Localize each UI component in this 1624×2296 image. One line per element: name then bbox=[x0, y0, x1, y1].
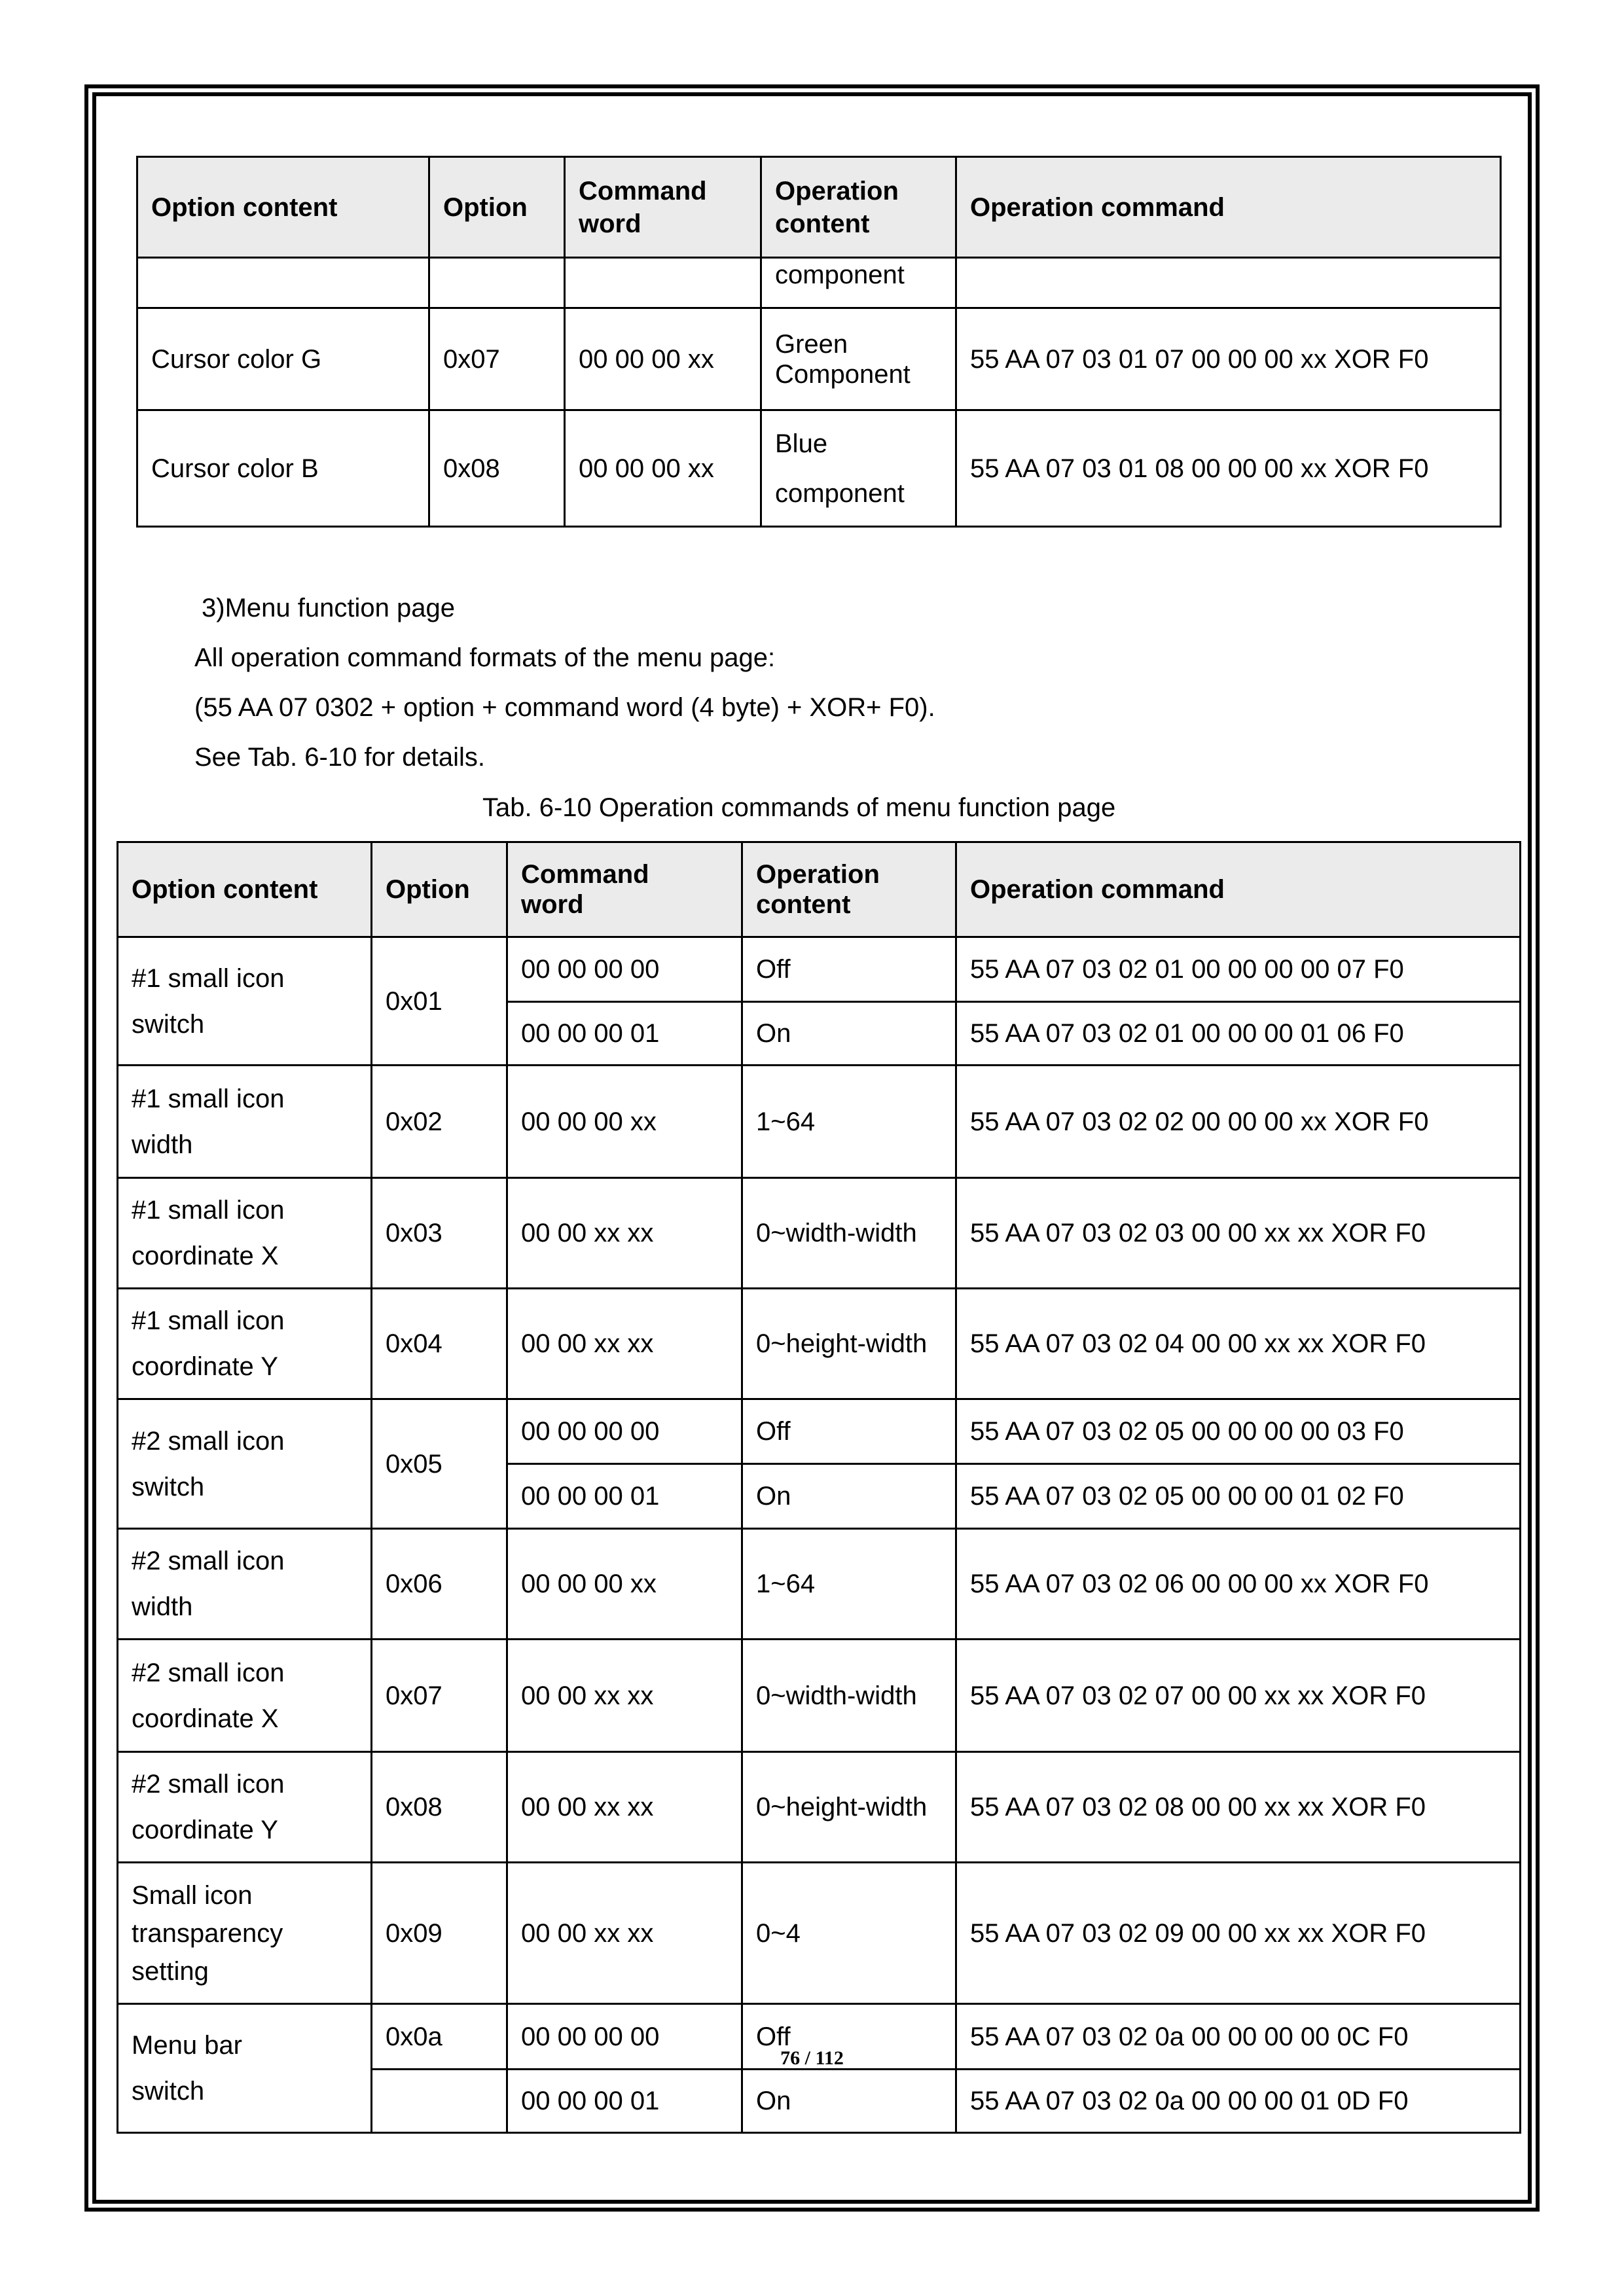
cell-option: 0x04 bbox=[372, 1289, 507, 1399]
cell-operation-command: 55 AA 07 03 02 01 00 00 00 01 06 F0 bbox=[956, 1002, 1521, 1066]
cell-operation-content: 0~width-width bbox=[742, 1178, 956, 1289]
cell-command-word: 00 00 00 01 bbox=[507, 1464, 742, 1529]
cell-command-word: 00 00 xx xx bbox=[507, 1289, 742, 1399]
cell-operation-content: Blue component bbox=[761, 410, 956, 527]
table-row bbox=[137, 308, 1501, 410]
cell-option-content: #1 small icon coordinate Y bbox=[118, 1289, 372, 1399]
cell-option-content bbox=[137, 258, 429, 308]
cell-operation-content: 0~height-width bbox=[742, 1289, 956, 1399]
cell-option bbox=[429, 258, 565, 308]
cell-option-content: #1 small icon coordinate X bbox=[118, 1178, 372, 1289]
cell-option-content: #1 small icon switch bbox=[118, 937, 372, 1066]
header-operation-command: Operation command bbox=[956, 157, 1501, 258]
cell-operation-content: 0~height-width bbox=[742, 1752, 956, 1863]
header-command-word: Command word bbox=[565, 157, 761, 258]
table-row bbox=[137, 258, 1501, 308]
cell-operation-command: 55 AA 07 03 01 08 00 00 00 xx XOR F0 bbox=[956, 410, 1501, 527]
cell-command-word: 00 00 00 xx bbox=[565, 410, 761, 527]
cell-operation-content: Off bbox=[742, 2004, 956, 2070]
table-row bbox=[118, 1640, 1521, 1752]
cell-option-content: Small icon transparency setting bbox=[118, 1863, 372, 2004]
cell-option: 0x05 bbox=[372, 1399, 507, 1529]
menu-function-table bbox=[117, 841, 1521, 2134]
header-operation-content: Operation content bbox=[761, 157, 956, 258]
cell-option-content: #1 small icon width bbox=[118, 1066, 372, 1178]
cell-option: 0x08 bbox=[429, 410, 565, 527]
cell-operation-command: 55 AA 07 03 02 09 00 00 xx xx XOR F0 bbox=[956, 1863, 1521, 2004]
cell-command-word: 00 00 00 01 bbox=[507, 1002, 742, 1066]
cell-command-word: 00 00 xx xx bbox=[507, 1640, 742, 1752]
cell-operation-content: Green Component bbox=[761, 308, 956, 410]
table-row bbox=[118, 1529, 1521, 1640]
cell-operation-command: 55 AA 07 03 02 05 00 00 00 00 03 F0 bbox=[956, 1399, 1521, 1464]
cell-operation-content: On bbox=[742, 2070, 956, 2133]
cell-option: 0x07 bbox=[429, 308, 565, 410]
cell-command-word: 00 00 00 00 bbox=[507, 2004, 742, 2070]
page-number: 76 / 112 bbox=[780, 2047, 844, 2069]
cell-operation-command: 55 AA 07 03 02 07 00 00 xx xx XOR F0 bbox=[956, 1640, 1521, 1752]
cell-operation-content: Off bbox=[742, 1399, 956, 1464]
cell-operation-content: 0~width-width bbox=[742, 1640, 956, 1752]
cell-option-content: #2 small icon coordinate X bbox=[118, 1640, 372, 1752]
cell-option-content: Cursor color G bbox=[137, 308, 429, 410]
cell-command-word: 00 00 00 xx bbox=[507, 1529, 742, 1640]
cell-option-content: #2 small icon width bbox=[118, 1529, 372, 1640]
section-line-3: See Tab. 6-10 for details. bbox=[194, 743, 485, 772]
cell-operation-command: 55 AA 07 03 02 05 00 00 00 01 02 F0 bbox=[956, 1464, 1521, 1529]
cell-option: 0x07 bbox=[372, 1640, 507, 1752]
cell-operation-content: 1~64 bbox=[742, 1066, 956, 1178]
table-row bbox=[118, 1178, 1521, 1289]
cell-option: 0x02 bbox=[372, 1066, 507, 1178]
table-row bbox=[118, 1863, 1521, 2004]
cell-operation-content: component bbox=[761, 258, 956, 308]
table-header-row bbox=[118, 842, 1521, 937]
cell-command-word bbox=[565, 258, 761, 308]
table-header-row bbox=[137, 157, 1501, 258]
cell-option-content: #2 small icon coordinate Y bbox=[118, 1752, 372, 1863]
header-option-content: Option content bbox=[118, 842, 372, 937]
cell-option-content: #2 small icon switch bbox=[118, 1399, 372, 1529]
table-row bbox=[118, 1289, 1521, 1399]
header-command-word: Command word bbox=[507, 842, 742, 937]
cell-operation-content: 0~4 bbox=[742, 1863, 956, 2004]
cell-option-content: Menu bar switch bbox=[118, 2004, 372, 2133]
header-option: Option bbox=[429, 157, 565, 258]
cell-option: 0x0a bbox=[372, 2004, 507, 2070]
section-heading: 3)Menu function page bbox=[202, 594, 455, 622]
cell-option-content: Cursor color B bbox=[137, 410, 429, 527]
table-row bbox=[118, 1399, 1521, 1464]
cell-command-word: 00 00 xx xx bbox=[507, 1178, 742, 1289]
cell-operation-command: 55 AA 07 03 02 06 00 00 00 xx XOR F0 bbox=[956, 1529, 1521, 1640]
cell-command-word: 00 00 xx xx bbox=[507, 1752, 742, 1863]
header-option-content: Option content bbox=[137, 157, 429, 258]
table-caption: Tab. 6-10 Operation commands of menu function page bbox=[482, 793, 1116, 822]
cell-operation-command bbox=[956, 258, 1501, 308]
cell-operation-command: 55 AA 07 03 02 03 00 00 xx xx XOR F0 bbox=[956, 1178, 1521, 1289]
cell-command-word: 00 00 00 00 bbox=[507, 937, 742, 1002]
section-line-1: All operation command formats of the menu page: bbox=[194, 643, 776, 672]
cell-operation-command: 55 AA 07 03 01 07 00 00 00 xx XOR F0 bbox=[956, 308, 1501, 410]
cell-operation-content: 1~64 bbox=[742, 1529, 956, 1640]
cell-operation-command: 55 AA 07 03 02 04 00 00 xx xx XOR F0 bbox=[956, 1289, 1521, 1399]
table-row bbox=[118, 1066, 1521, 1178]
cell-operation-content: Off bbox=[742, 937, 956, 1002]
cell-option: 0x06 bbox=[372, 1529, 507, 1640]
section-line-2: (55 AA 07 0302 + option + command word (4 byte) + XOR+ F0). bbox=[194, 693, 935, 722]
cursor-color-table bbox=[136, 156, 1502, 528]
cell-option: 0x08 bbox=[372, 1752, 507, 1863]
cell-option bbox=[372, 2070, 507, 2133]
cell-command-word: 00 00 00 xx bbox=[507, 1066, 742, 1178]
cell-option: 0x09 bbox=[372, 1863, 507, 2004]
header-operation-content: Operation content bbox=[742, 842, 956, 937]
cell-command-word: 00 00 00 01 bbox=[507, 2070, 742, 2133]
cell-operation-content: On bbox=[742, 1464, 956, 1529]
table-row bbox=[118, 1752, 1521, 1863]
cell-operation-command: 55 AA 07 03 02 0a 00 00 00 01 0D F0 bbox=[956, 2070, 1521, 2133]
cell-option: 0x03 bbox=[372, 1178, 507, 1289]
cell-operation-command: 55 AA 07 03 02 08 00 00 xx xx XOR F0 bbox=[956, 1752, 1521, 1863]
cell-operation-command: 55 AA 07 03 02 01 00 00 00 00 07 F0 bbox=[956, 937, 1521, 1002]
cell-option: 0x01 bbox=[372, 937, 507, 1066]
table-row bbox=[118, 937, 1521, 1002]
cell-operation-command: 55 AA 07 03 02 0a 00 00 00 00 0C F0 bbox=[956, 2004, 1521, 2070]
table-row bbox=[137, 410, 1501, 527]
cell-command-word: 00 00 00 xx bbox=[565, 308, 761, 410]
header-option: Option bbox=[372, 842, 507, 937]
cell-command-word: 00 00 xx xx bbox=[507, 1863, 742, 2004]
cell-operation-command: 55 AA 07 03 02 02 00 00 00 xx XOR F0 bbox=[956, 1066, 1521, 1178]
cell-operation-content: On bbox=[742, 1002, 956, 1066]
cell-command-word: 00 00 00 00 bbox=[507, 1399, 742, 1464]
header-operation-command: Operation command bbox=[956, 842, 1521, 937]
